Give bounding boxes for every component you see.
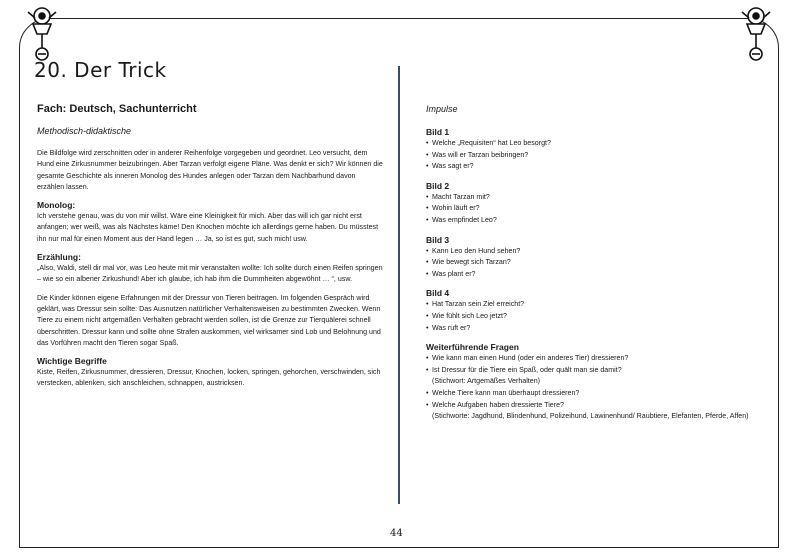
bild-2-heading: Bild 2 bbox=[426, 180, 450, 191]
monolog-paragraph: Ich verstehe genau, was du von mir willst. Wäre eine Kleinigkeit für mich. Aber das will ich gar nicht erst anfangen; wer weiß, was als Nächstes käme! Den Knochen möchte ich allerdings gerne haben. Du müsstest ihn nur mal für einen Moment aus der Hand legen … Ja, so ist es gut, such mich! usw. bbox=[37, 212, 379, 243]
erzaehlung-heading: Erzählung: bbox=[37, 252, 81, 263]
pushpin-right-icon bbox=[736, 4, 776, 66]
list-item: • Macht Tarzan mit? bbox=[426, 192, 772, 204]
list-item: • Was ruft er? bbox=[426, 323, 772, 335]
left-column bbox=[37, 103, 383, 397]
list-item: • Was will er Tarzan beibringen? bbox=[426, 150, 772, 162]
subject-heading: Fach: Deutsch, Sachunterricht bbox=[37, 103, 197, 115]
intro-paragraph: Die Bildfolge wird zerschnitten oder in anderer Reihenfolge vorgegeben und geordnet. Leo versucht, dem Hund eine Zirkusnummer beizubringen. Aber Tarzan verfolgt eigene Pläne. Was denkt er sich? Wir können die gesamte Geschichte als inneren Monolog des Hundes anlegen oder Tarzan dem Nachbarhund davon erzählen lassen. bbox=[37, 149, 383, 191]
list-item: • Welche Tiere kann man überhaupt dressieren? bbox=[426, 388, 772, 400]
list-item: • Wie bewegt sich Tarzan? bbox=[426, 257, 772, 269]
list-item: • Welche Aufgaben haben dressierte Tiere? bbox=[426, 400, 772, 412]
list-item: • Hat Tarzan sein Ziel erreicht? bbox=[426, 299, 772, 311]
page-number: 44 bbox=[390, 528, 403, 539]
pushpin-left-icon bbox=[22, 4, 62, 66]
impulse-heading: Impulse bbox=[426, 104, 458, 114]
list-item: • Wie kann man einen Hund (oder ein anderes Tier) dressieren? bbox=[426, 353, 772, 365]
list-item: • Was empfindet Leo? bbox=[426, 215, 772, 227]
bild-1-heading: Bild 1 bbox=[426, 127, 450, 137]
page-title: 20. Der Trick bbox=[34, 58, 167, 82]
column-divider bbox=[398, 66, 400, 504]
bild-3-questions bbox=[426, 246, 772, 281]
begriffe-paragraph: Kiste, Reifen, Zirkusnummer, dressieren, Dressur, Knochen, locken, springen, gehorchen, verschwinden, sich verstecken, ablenken, sich anschleichen, schnappen, austricksen. bbox=[37, 368, 381, 388]
further-questions bbox=[426, 353, 772, 423]
bild-4-questions bbox=[426, 299, 772, 334]
bild-4-heading: Bild 4 bbox=[426, 288, 450, 299]
list-note: (Stichwort: Artgemäßes Verhalten) bbox=[432, 377, 541, 386]
bild-2-questions bbox=[426, 192, 772, 227]
list-item: • Was sagt er? bbox=[426, 161, 772, 173]
list-note: (Stichworte: Jagdhund, Blindenhund, Polizeihund, Lawinenhund/ Raubtiere, Elefanten, Pferde, Affen) bbox=[432, 412, 749, 421]
begriffe-heading: Wichtige Begriffe bbox=[37, 356, 107, 367]
list-item: • Wohin läuft er? bbox=[426, 203, 772, 215]
list-item: • Kann Leo den Hund sehen? bbox=[426, 246, 772, 258]
bild-1-questions bbox=[426, 138, 772, 173]
bild-3-heading: Bild 3 bbox=[426, 234, 450, 245]
further-questions-heading: Weiterführende Fragen bbox=[426, 342, 519, 353]
monolog-heading: Monolog: bbox=[37, 200, 76, 211]
right-column bbox=[426, 104, 772, 431]
list-item: • Ist Dressur für die Tiere ein Spaß, oder quält man sie damit? bbox=[426, 365, 772, 377]
kinder-paragraph: Die Kinder können eigene Erfahrungen mit der Dressur von Tieren beitragen. Im folgenden Gespräch wird geklärt, was Dressur sein sollte: Das Ausnutzen natürlicher Verhaltensweisen zu bestimmten Zwecken. Wenn Tiere zu einem nicht artgemäßen Verhalten gebracht werden sollen, ist die Grenze zur Tierquälerei schnell überschritten. Dressur kann und sollte ohne Strafen auskommen, viel wirksamer sind Lob und Belohnung und das Vorführen macht den Tieren sogar Spaß. bbox=[37, 293, 381, 347]
list-item: • Was plant er? bbox=[426, 269, 772, 281]
erzaehlung-paragraph: „Also, Waldi, stell dir mal vor, was Leo heute mit mir veranstalten wollte: Ich sollte durch einen Reifen springen – wie so ein albener Zirkushund! Aber ich glaube, ich hab ihm die Dummheiten abgewöhnt … “, usw. bbox=[37, 264, 383, 284]
list-item: • Wie fühlt sich Leo jetzt? bbox=[426, 311, 772, 323]
list-item: • Welche „Requisiten“ hat Leo besorgt? bbox=[426, 138, 772, 150]
method-heading: Methodisch-didaktische bbox=[37, 126, 132, 136]
